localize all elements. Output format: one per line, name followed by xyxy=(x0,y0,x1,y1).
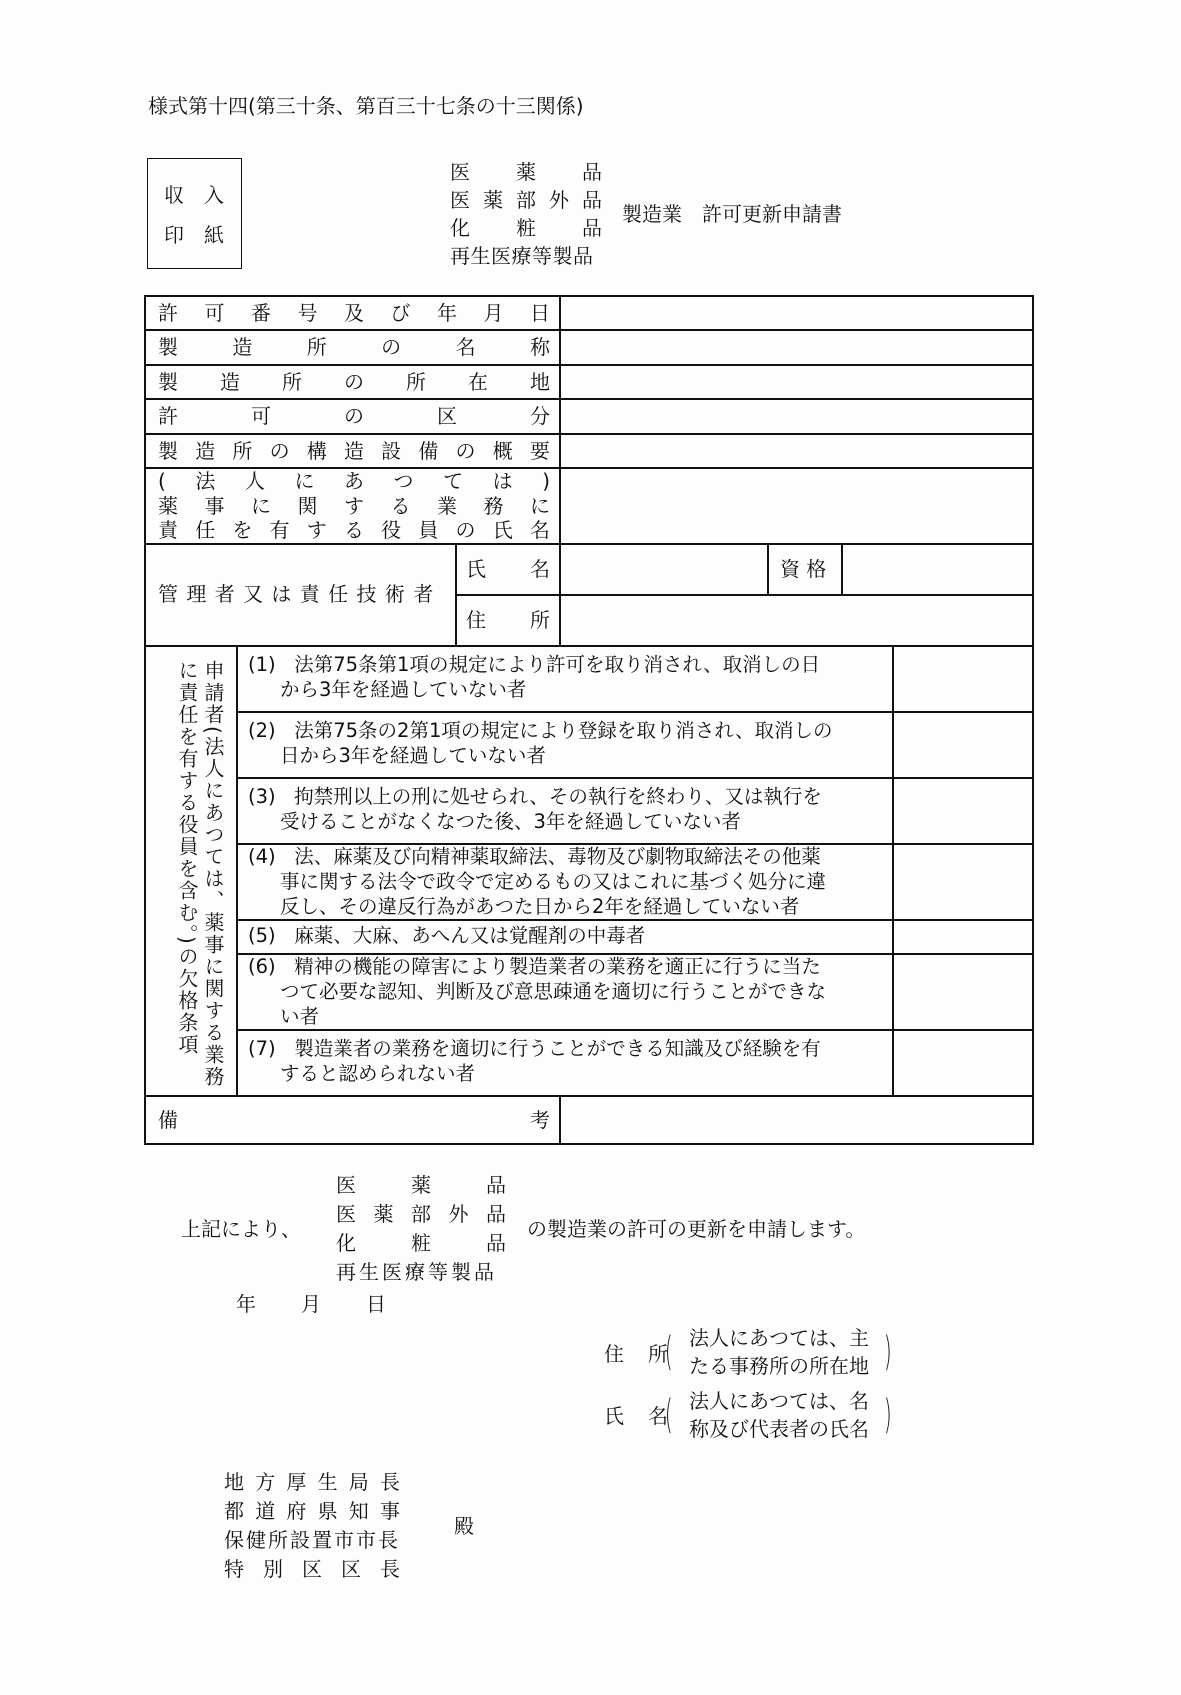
checkbox-item-1[interactable] xyxy=(895,647,1032,710)
declaration-suffix: の製造業の許可の更新を申請します。 xyxy=(527,1217,866,1241)
input-facility-name[interactable] xyxy=(562,331,1032,363)
declaration-prefix: 上記により、 xyxy=(181,1217,301,1241)
checkbox-item-2[interactable] xyxy=(895,713,1032,776)
declaration-category-list: 医 薬 品 医 薬 部 外 品 化 粧 品 再生医療等製品 xyxy=(336,1173,506,1284)
checkbox-item-7[interactable] xyxy=(895,1031,1032,1094)
input-remarks[interactable] xyxy=(562,1097,1032,1143)
input-facility-address[interactable] xyxy=(562,366,1032,398)
checkbox-item-5[interactable] xyxy=(895,921,1032,952)
revenue-stamp-box xyxy=(147,158,242,269)
input-permit-category[interactable] xyxy=(562,400,1032,432)
label-manager: 管 理 者 又 は 責 任 技 術 者 xyxy=(158,582,435,606)
addressee-regional-bureau: 地 方 厚 生 局 長 xyxy=(224,1470,400,1494)
label-permit-number-date: 許 可 番 号 及 び 年 月 日 xyxy=(158,301,550,325)
label-manager-name: 氏 名 xyxy=(466,557,550,581)
label-facility-structure: 製 造 所 の 構 造 設 備 の 概 要 xyxy=(158,439,550,463)
declaration-date[interactable]: 年 月 日 xyxy=(236,1292,386,1316)
addressee-governor: 都 道 府 県 知 事 xyxy=(224,1499,400,1523)
stamp-line-1: 収 入 xyxy=(164,183,224,207)
disqualification-item-3: (3) 拘禁刑以上の刑に処せられ、その執行を終わり、又は執行を 受けることがなくなつた後、3年を経過していない者 xyxy=(248,785,822,833)
applicant-name-note[interactable]: 法人にあつては、名 称及び代表者の氏名 xyxy=(689,1389,869,1441)
close-paren-icon: ) xyxy=(883,1329,892,1375)
label-disqualification-clauses: 申請者(法人にあつては、薬事に関する業務に責任を有する役員を含む。)の欠格条項 xyxy=(175,660,225,1088)
header-category-list xyxy=(450,160,602,272)
label-manager-qualification: 資 格 xyxy=(780,557,827,581)
honorific: 殿 xyxy=(454,1514,474,1538)
category-pharmaceuticals: 医 薬 品 xyxy=(450,160,602,184)
label-facility-name: 製 造 所 の 名 称 xyxy=(158,335,550,359)
open-paren-icon: ( xyxy=(664,1329,673,1375)
addressee-list xyxy=(224,1470,400,1586)
checkbox-item-3[interactable] xyxy=(895,779,1032,842)
input-manager-address[interactable] xyxy=(562,596,1032,644)
category-quasi-drugs: 医 薬 部 外 品 xyxy=(450,188,602,212)
category-regenerative: 再生医療等製品 xyxy=(450,244,594,268)
disqualification-item-7: (7) 製造業者の業務を適切に行うことができる知識及び経験を有 すると認められない者 xyxy=(248,1037,821,1085)
close-paren-icon: ) xyxy=(883,1392,892,1438)
checkbox-item-4[interactable] xyxy=(895,845,1032,918)
open-paren-icon: ( xyxy=(664,1392,673,1438)
input-manager-qualification[interactable] xyxy=(844,545,1032,593)
disqualification-item-6: (6) 精神の機能の障害により製造業者の業務を適正に行うに当た つて必要な認知、判断及び意思疎通を適切に行うことができな い者 xyxy=(248,955,827,1028)
addressee-city-mayor: 保健所設置市市長 xyxy=(224,1528,400,1552)
disqualification-item-4: (4) 法、麻薬及び向精神薬取締法、毒物及び劇物取締法その他薬 事に関する法令で政令で定めるもの又はこれに基づく処分に違 反し、その違反行為があつた日から2年を経過していない者 xyxy=(248,845,827,918)
form-title: 様式第十四(第三十条、第百三十七条の十三関係) xyxy=(148,94,584,118)
applicant-name-label: 氏 名 xyxy=(604,1404,668,1428)
disqualification-item-2: (2) 法第75条の2第1項の規定により登録を取り消され、取消しの 日から3年を経過していない者 xyxy=(248,719,833,767)
input-responsible-officer[interactable] xyxy=(562,469,1032,542)
disqualification-item-1: (1) 法第75条第1項の規定により許可を取り消され、取消しの日 から3年を経過していない者 xyxy=(248,653,821,701)
label-remarks: 備 考 xyxy=(158,1108,550,1132)
input-manager-name[interactable] xyxy=(562,545,766,593)
label-permit-category: 許 可 の 区 分 xyxy=(158,404,550,428)
label-responsible-officer: ( 法 人 に あ つ て は ) 薬 事 に 関 す る 業 務 に 責 任 を 有 す る 役 員 の 氏 名 xyxy=(158,469,550,542)
input-facility-structure[interactable] xyxy=(562,435,1032,467)
input-permit-number-date[interactable] xyxy=(562,297,1032,329)
category-cosmetics: 化 粧 品 xyxy=(450,216,602,240)
stamp-line-2: 印 紙 xyxy=(164,223,224,247)
label-manager-address: 住 所 xyxy=(466,608,550,632)
label-facility-address: 製 造 所 の 所 在 地 xyxy=(158,370,550,394)
checkbox-item-6[interactable] xyxy=(895,955,1032,1028)
addressee-ward-mayor: 特 別 区 区 長 xyxy=(224,1557,400,1581)
disqualification-item-5: (5) 麻薬、大麻、あへん又は覚醒剤の中毒者 xyxy=(248,924,646,947)
applicant-address-label: 住 所 xyxy=(604,1342,668,1366)
document-title: 製造業 許可更新申請書 xyxy=(622,202,842,226)
applicant-address-note[interactable]: 法人にあつては、主 たる事務所の所在地 xyxy=(689,1326,869,1378)
